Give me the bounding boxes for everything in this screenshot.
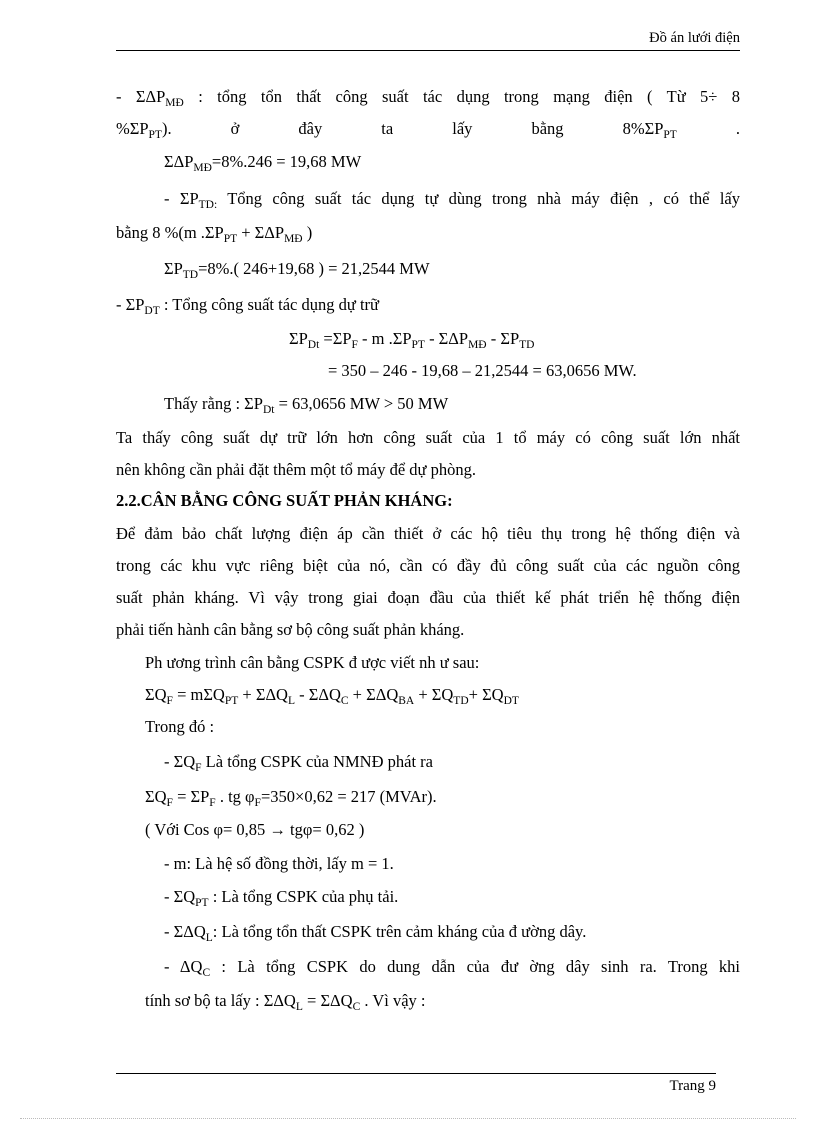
text-run: - ΔQ <box>164 957 203 976</box>
text-run: phải tiến hành cân bằng sơ bộ công suất phản kháng. <box>116 620 465 639</box>
text-line <box>116 427 740 449</box>
text-line <box>145 819 364 841</box>
text-run: ΣP <box>164 259 183 278</box>
text-run: : Tổng công suất tác dụng dự trữ <box>159 295 379 314</box>
text-line <box>328 360 637 382</box>
text-run: Ph ương trình cân bằng CSPK đ ược viết nh ư sau: <box>145 653 480 672</box>
text-run: + ΣΔQ <box>348 685 399 704</box>
text-run: - ΣΔP <box>424 329 469 348</box>
text-run: Để đảm bảo chất lượng điện áp cần thiết ở các hộ tiêu thụ trong hệ thống điện và <box>116 524 740 543</box>
text-run: =350×0,62 = 217 (MVAr). <box>260 787 437 806</box>
footer-rule <box>116 1073 716 1074</box>
text-run: + ΣQ <box>468 685 504 704</box>
text-run: + ΣΔQ <box>238 685 288 704</box>
subscript: PT <box>195 897 209 909</box>
subscript: C <box>352 1001 361 1013</box>
text-run: + ΣQ <box>414 685 454 704</box>
text-line <box>145 652 479 674</box>
text-run: - ΣΔQ <box>295 685 341 704</box>
page-header <box>116 28 740 51</box>
text-run: ΣQ <box>145 685 167 704</box>
text-line <box>164 393 448 415</box>
text-run: ( Với Cos φ= 0,85 → tgφ= 0,62 ) <box>145 820 365 839</box>
text-run: Trong đó : <box>145 717 215 736</box>
text-line <box>164 188 740 210</box>
subscript: DT <box>144 305 160 317</box>
subscript: F <box>351 339 358 351</box>
text-run: : Là tổng CSPK của phụ tải. <box>208 887 399 906</box>
text-run: bằng 8 %(m .ΣP <box>116 223 224 242</box>
text-run: - ΣP <box>164 189 199 208</box>
text-line <box>164 151 361 173</box>
text-run: ΣP <box>289 329 308 348</box>
text-line <box>116 86 740 108</box>
text-run: =ΣP <box>319 329 352 348</box>
subscript: F <box>166 797 173 809</box>
text-run: Tổng công suất tác dụng tự dùng trong nhà máy điện , có thể lấy <box>217 189 740 208</box>
subscript: F <box>195 762 202 774</box>
text-run: =8%.246 = 19,68 MW <box>211 152 362 171</box>
text-run: ) <box>302 223 313 242</box>
text-run: ΣΔP <box>164 152 194 171</box>
text-line <box>116 459 476 481</box>
text-run: = 350 – 246 - 19,68 – 21,2544 = 63,0656 MW. <box>328 361 637 380</box>
text-line <box>116 118 740 140</box>
text-run: - ΣΔP <box>116 87 166 106</box>
text-line <box>145 990 426 1012</box>
text-run: : tổng tổn thất công suất tác dụng trong mạng điện ( Từ 5÷ 8 <box>183 87 740 106</box>
subscript: PT <box>411 339 425 351</box>
text-line <box>116 523 740 545</box>
text-line <box>164 258 430 280</box>
text-run: - ΣP <box>486 329 520 348</box>
subscript: TD <box>182 269 199 281</box>
subscript: PT <box>663 129 677 141</box>
text-run: nên không cần phải đặt thêm một tổ máy để dự phòng. <box>116 460 476 479</box>
text-run: - ΣP <box>116 295 145 314</box>
text-run: Là tổng CSPK của NMNĐ phát ra <box>201 752 433 771</box>
subscript: MĐ <box>284 233 303 245</box>
text-line <box>164 751 433 773</box>
subscript: F <box>254 797 261 809</box>
text-line <box>289 328 534 350</box>
subscript: L <box>295 1001 303 1013</box>
subscript: F <box>209 797 216 809</box>
page-number: Trang 9 <box>669 1078 716 1094</box>
text-line <box>116 587 740 609</box>
text-run: Thấy rằng : ΣP <box>164 394 263 413</box>
formula-line <box>145 786 437 808</box>
subscript: L <box>287 695 295 707</box>
text-run: 2.2.CÂN BẰNG CÔNG SUẤT PHẢN KHÁNG: <box>116 491 453 510</box>
text-line <box>164 921 586 943</box>
section-heading <box>116 490 453 512</box>
subscript: MĐ <box>468 339 487 351</box>
subscript: MĐ <box>165 97 184 109</box>
text-run: : Là tổng tổn thất CSPK trên cảm kháng của đ ường dây. <box>212 922 587 941</box>
subscript: DT <box>503 695 519 707</box>
subscript: TD <box>519 339 535 351</box>
header-title: Đồ án lưới điện <box>649 30 740 46</box>
text-run: - ΣΔQ <box>164 922 206 941</box>
subscript: MĐ <box>193 162 212 174</box>
subscript: F <box>166 695 173 707</box>
subscript: PT <box>224 695 239 707</box>
text-run: . <box>676 119 740 138</box>
text-run: - m .ΣP <box>357 329 412 348</box>
subscript: PT <box>223 233 238 245</box>
subscript: Dt <box>262 404 275 416</box>
subscript: C <box>340 695 349 707</box>
text-run: - m: Là hệ số đồng thời, lấy m = 1. <box>164 854 394 873</box>
text-run: Ta thấy công suất dự trữ lớn hơn công suất của 1 tổ máy có công suất lớn nhất <box>116 428 740 447</box>
subscript: L <box>205 932 213 944</box>
page-edge <box>20 1118 796 1119</box>
text-run: = mΣQ <box>172 685 225 704</box>
text-run: %ΣP <box>116 119 149 138</box>
text-line <box>164 886 398 908</box>
text-run: = ΣΔQ <box>302 991 353 1010</box>
text-run: : Là tổng CSPK do dung dẫn của đư ờng dây sinh ra. Trong khi <box>210 957 740 976</box>
text-run: + ΣΔP <box>237 223 285 242</box>
text-line <box>164 956 740 978</box>
text-run: suất phản kháng. Vì vậy trong giai đoạn đầu của thiết kế phát triển hệ thống điện <box>116 588 740 607</box>
text-line <box>116 222 312 244</box>
text-run: ). ở đây ta lấy bằng 8%ΣP <box>161 119 664 138</box>
text-run: tính sơ bộ ta lấy : ΣΔQ <box>145 991 296 1010</box>
text-run: = ΣP <box>172 787 210 806</box>
subscript: TD: <box>198 199 218 211</box>
text-run: trong các khu vực riêng biệt của nó, cần có đầy đủ công suất của các nguồn công <box>116 556 740 575</box>
subscript: Dt <box>307 339 320 351</box>
text-run: =8%.( 246+19,68 ) = 21,2544 MW <box>198 259 430 278</box>
text-run: . Vì vậy : <box>360 991 426 1010</box>
text-run: - ΣQ <box>164 752 196 771</box>
text-run: . tg φ <box>215 787 255 806</box>
text-line <box>116 555 740 577</box>
subscript: BA <box>398 695 415 707</box>
subscript: C <box>202 967 211 979</box>
text-run: - ΣQ <box>164 887 196 906</box>
text-run: = 63,0656 MW > 50 MW <box>274 394 449 413</box>
text-run: ΣQ <box>145 787 167 806</box>
formula-line <box>145 684 519 706</box>
subscript: PT <box>148 129 162 141</box>
subscript: TD <box>453 695 469 707</box>
text-line <box>116 294 379 316</box>
text-line <box>116 619 464 641</box>
text-line <box>164 853 394 875</box>
text-line <box>145 716 214 738</box>
